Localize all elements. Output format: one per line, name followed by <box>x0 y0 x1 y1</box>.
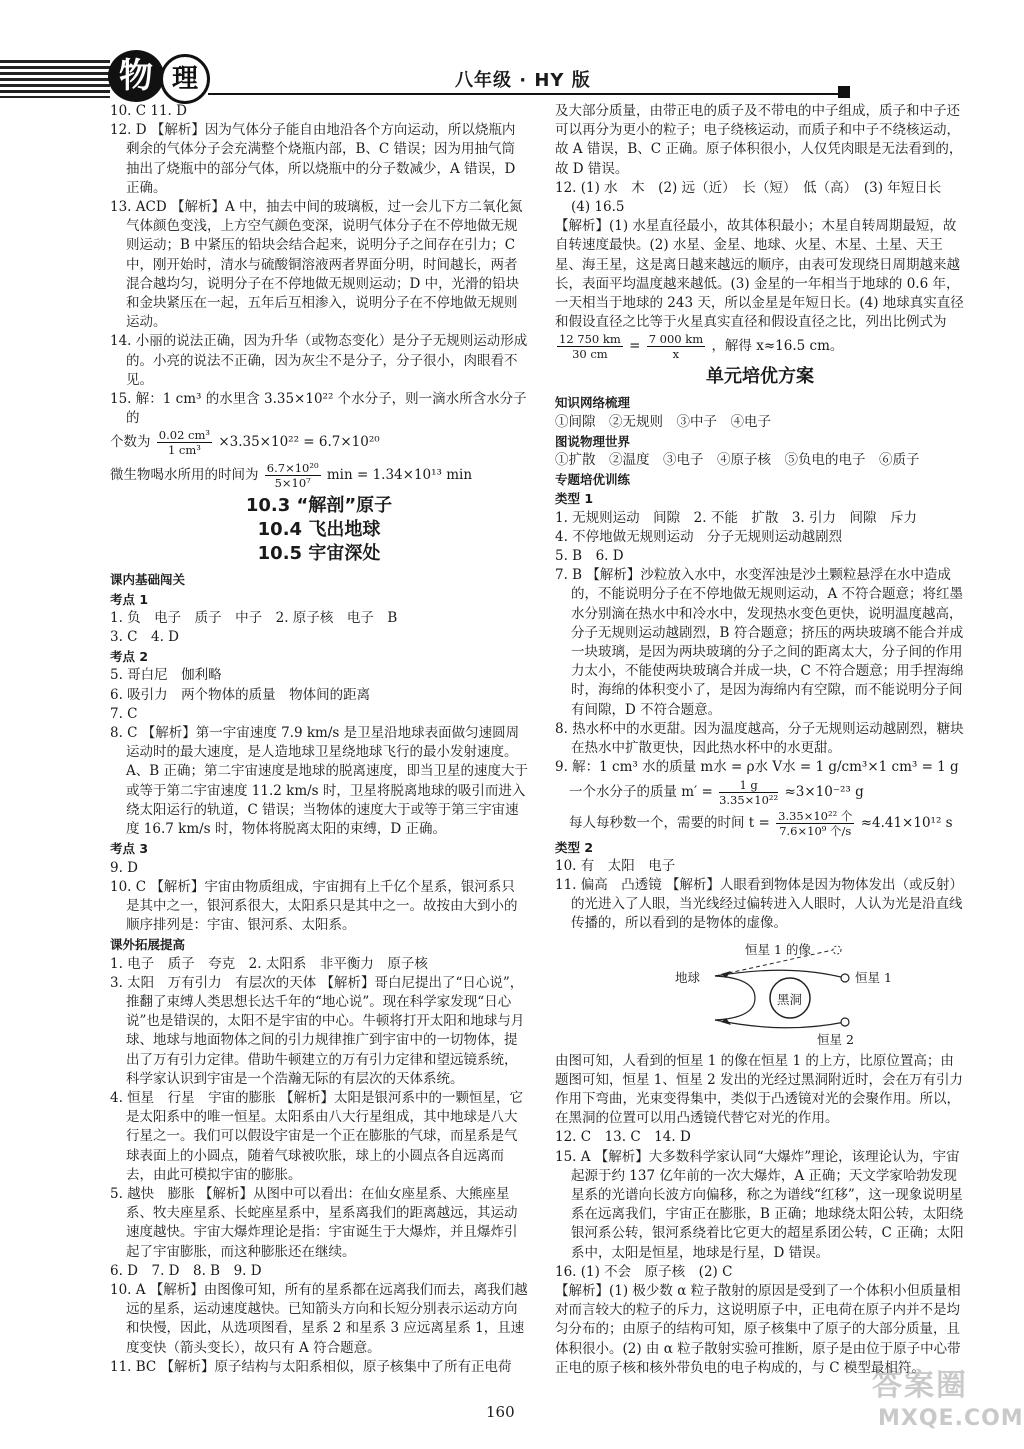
formula-line: $\frac{12 750 km}{30 cm}$ = $\frac{7 000 km}{x}$ ，解得 x≈16.5 cm。 <box>559 332 844 362</box>
watermark-logo <box>872 1360 1024 1440</box>
answer-line: 9. D <box>110 859 138 876</box>
answer-line: 13. ACD 【解析】A 中，抽去中间的玻璃板，过一会儿下方二氧化氮气体颜色变浅，上方空气颜色变深，说明气体分子在不停地做无规则运动；B 中紧压的铅块会结合起来，说明分子之间存在引力；C 中，刚开始时，清水与硫酸铜溶液两者界面分明，时间越长，两者混合越均匀，说明分子在不停地做无规则运动；D 中，光滑的铅块和金块紧压在一起，五年后互相渗入，说明分子在不停地做无规则运动。 <box>110 199 523 331</box>
formula-line <box>555 809 965 838</box>
answer-line: 8. C 【解析】第一宇宙速度 7.9 km/s 是卫星沿地球表面做匀速圆周运动时的最大速度，是人造地球卫星绕地球飞行的最小发射速度。A、B 正确；第二宇宙速度是地球的脱离速度，即当卫星的速度大于或等于第二宇宙速度 11.2 km/s 时，卫星将脱离地球的吸引而进入绕太阳运行的轨道，C 错误；当物体的速度大于或等于第三宇宙速度 16.7 km/s 时，物体将脱离太阳的束缚，D 正确。 <box>110 725 528 838</box>
subsection-heading: 课外拓展提高 <box>110 937 186 953</box>
answer-line: 6. D 7. D 8. B 9. D <box>110 1262 262 1279</box>
answer-line: 12. (1) 水 木 (2) 远（近） 长（短） 低（高） (3) 年短日长 (4) 16.5 <box>555 179 955 216</box>
answer-line: 7. B 【解析】沙粒放入水中，水变浑浊是沙土颗粒悬浮在水中造成的，不能说明分子在不停地做无规则运动，A 不符合题意；将红墨水分别滴在热水中和冷水中，发现热水变色更快，说明温度越高，分子无规则运动越剧烈，B 符合题意；挤压的两块玻璃不能合并成一块玻璃，是因为两块玻璃的分子之间的距离太大，分子间的作用力太小，不能使两块玻璃合并成一块，C 不符合题意；用手捏海绵时，海绵的体积变小了，是因为海绵内有空隙，而不能说明分子间有间隙，D 不符合题意。 <box>555 567 964 718</box>
figure-label: 恒星 1 的像 <box>745 941 811 957</box>
answer-line: 4. 恒星 行星 宇宙的膨胀 【解析】太阳是银河系中的一颗恒星，它是太阳系中的唯一恒星。太阳系由八大行星组成，其中地球是八大行星之一。我们可以假设宇宙是一个正在膨胀的气球，而星系是气球表面上的小圆点，随着气球被吹胀，球上的小圆点各自远离而去，由此可模拟宇宙的膨胀。 <box>110 1089 523 1183</box>
formula-text: 每人每秒数一个，需要的时间 t = <box>569 814 770 831</box>
section-title: 10.3 “解剖”原子 <box>245 495 393 517</box>
subject-logo: 物 <box>108 50 164 102</box>
answer-line: 【解析】(1) 水星直径最小，故其体积最小；木星自转周期最短，故自转速度最快。(2) 水星、金星、地球、火星、木星、土星、天王星、海王星，这是离日越来越远的顺序，由表可发现绕日周期越来越长，表面平均温度越来越低。(3) 金星的一年相当于地球的 0.6 年，一天相当于地球的 243 天，所以金星是年短日长。(4) 地球真实直径和假设直径之比等于火星真实直径和假设直径之比，列出比例式为 <box>555 218 964 331</box>
answer-line: 9. 解：1 cm³ 水的质量 m水 = ρ水 V水 = 1 g/cm³×1 cm³ = 1 g <box>555 759 959 776</box>
subsection-heading: 图说物理世界 <box>555 433 631 449</box>
answer-line: 3. 太阳 万有引力 有层次的天体 【解析】哥白尼提出了“日心说”，推翻了束缚人类思想长达千年的“地心说”。现在科学家发现“日心说”也是错误的，太阳不是宇宙的中心。牛顿将打开太阳和地球与月球、地球与地面物体之间的引力规律推广到宇宙中的一切物体，提出了万有引力定律。借助牛顿建立的万有引力定律和望远镜系统，科学家认识到宇宙是一个浩瀚无际的有层次的天体系统。 <box>110 974 525 1087</box>
formula-text: ，解得 x≈16.5 cm。 <box>711 338 844 355</box>
formula-text: 微生物喝水所用的时间为 <box>110 467 259 484</box>
formula-text: ≈4.41×10¹² s <box>860 814 953 831</box>
figure-label: 恒星 1 <box>855 969 892 985</box>
answer-line: 5. B 6. D <box>555 548 624 565</box>
figure-label: 黑洞 <box>777 991 803 1007</box>
answer-line: 4. 不停地做无规则运动 分子无规则运动越剧烈 <box>555 528 843 545</box>
fraction <box>647 332 705 361</box>
figure-label: 恒星 2 <box>817 1031 854 1047</box>
subsection-heading: 类型 2 <box>555 839 594 855</box>
answer-block <box>555 393 965 758</box>
fraction-numerator: 12 750 km <box>559 332 621 347</box>
subsection-heading: 专题培优训练 <box>555 472 631 488</box>
section-title: 10.5 宇宙深处 <box>257 543 381 565</box>
subsection-heading: 课内基础闯关 <box>110 572 186 588</box>
fraction-denominator: 3.35×10²² <box>719 792 779 807</box>
answer-line: 1. 负 电子 质子 中子 2. 原子核 电子 B <box>110 609 398 626</box>
answer-line: 16. (1) 不会 原子核 (2) C <box>555 1263 733 1280</box>
figure-label: 地球 <box>675 969 701 985</box>
subsection-heading: 知识网络梳理 <box>555 395 631 411</box>
fraction <box>776 809 854 838</box>
answer-line: 12. C 13. C 14. D <box>555 1129 691 1146</box>
fraction-numerator: 3.35×10²² 个 <box>778 808 853 823</box>
answer-line: 1. 电子 质子 夸克 2. 太阳系 非平衡力 原子核 <box>110 955 428 972</box>
page-header <box>0 0 1000 100</box>
formula-text: min = 1.34×10¹³ min <box>326 467 473 484</box>
fraction <box>157 428 212 457</box>
grade-label: 八年级 · HY 版 <box>455 70 591 91</box>
answer-line: 11. BC 【解析】原子结构与太阳系相似，原子核集中了所有正电荷 <box>110 1358 512 1375</box>
answer-line: 10. 有 太阳 电子 <box>555 857 676 874</box>
answer-line: 7. C <box>110 705 138 722</box>
subject-logo-second: 理 <box>160 54 210 104</box>
watermark-text: 答案圈 <box>872 1368 968 1403</box>
answer-line: 5. 越快 膨胀 【解析】从图中可以看出：在仙女座星系、大熊座星系、牧夫座星系、长蛇座星系中，星系离我们的距离越远，其运动速度越快。宇宙大爆炸理论是指：宇宙诞生于大爆炸，并且爆炸引起了宇宙膨胀，而这种膨胀还在继续。 <box>110 1185 518 1260</box>
fraction <box>557 332 623 361</box>
answer-line: 10. A 【解析】由图像可知，所有的星系都在远离我们而去，离我们越远的星系，运动速度越快。已知箭头方向和长短分别表示运动方向和快慢，因此，从选项图看，星系 2 和星系 3 应远离星系 1，且速度变快（箭头变长），故只有 A 符合题意。 <box>110 1281 528 1356</box>
formula-text: ×3.35×10²² = 6.7×10²⁰ <box>218 434 380 451</box>
fraction-denominator: x <box>672 347 680 362</box>
answer-block <box>555 102 965 332</box>
formula-text: 一个水分子的质量 m′ = <box>569 783 713 800</box>
formula-line <box>110 428 528 457</box>
section-title: 单元培优方案 <box>706 366 814 388</box>
subsection-heading: 类型 1 <box>555 491 594 507</box>
fraction-numerator: 0.02 cm³ <box>158 428 211 443</box>
watermark-text: MXQE.COM <box>878 1406 1024 1431</box>
formula-text: 个数为 <box>110 434 151 451</box>
answer-line: 10. C 11. D <box>110 103 187 119</box>
fraction-numerator: 7 000 km <box>648 332 704 347</box>
answer-line: ①扩散 ②温度 ③电子 ④原子核 ⑤负电的电子 ⑥质子 <box>555 452 920 469</box>
formula-line <box>110 461 528 490</box>
section-title: 10.4 飞出地球 <box>257 519 381 541</box>
answer-block <box>555 838 965 934</box>
fraction <box>719 778 778 807</box>
answer-line: 12. D 【解析】因为气体分子能自由地沿各个方向运动，所以烧瓶内剩余的气体分子会充满整个烧瓶内部，B、C 错误；因为用抽气筒抽出了烧瓶中的部分气体，所以烧瓶中的分子数减少，A 错误，D 正确。 <box>110 122 516 196</box>
answer-line: 3. C 4. D <box>110 629 179 646</box>
fraction <box>265 461 321 490</box>
formula-line <box>555 778 965 807</box>
answer-line: 10. C 【解析】宇宙由物质组成，宇宙拥有上千亿个星系，银河系只是其中之一，银河系很大，太阳系只是其中之一。故按由大到小的顺序排列是：宇宙、银河系、太阳系。 <box>110 878 518 934</box>
fraction-numerator: 1 g <box>719 778 778 793</box>
subsection-heading: 考点 2 <box>110 649 149 665</box>
answer-line: 15. 解：1 cm³ 的水里含 3.35×10²² 个水分子，则一滴水所含水分子的 <box>110 391 527 427</box>
header-rule <box>208 93 840 95</box>
header-stripes <box>0 60 110 98</box>
subsection-heading: 考点 1 <box>110 591 149 607</box>
answer-line: 及大部分质量，由带正电的质子及不带电的中子组成，质子和中子还可以再分为更小的粒子；电子绕核运动，而质子和中子不绕核运动，故 A 错误，B、C 正确。原子体积很小，人仅凭肉眼是无法看到的，故 D 错误。 <box>555 103 963 177</box>
answer-line: 【解析】(1) 极少数 α 粒子散射的原因是受到了一个体积小但质量相对而言较大的粒子的斥力，这说明原子中，正电荷在原子内并不是均匀分布的；由原子的结构可知，原子核集中了原子的大部分质量，且体积很小。(2) 由 α 粒子散射实验可推断，原子是由位于原子中心带正电的原子核和核外带负电的电子构成的，与 C 模型最相符。 <box>555 1282 961 1376</box>
black-hole-figure <box>555 938 965 1048</box>
right-column <box>555 102 965 1378</box>
left-column <box>110 102 528 1377</box>
header-rule-end <box>838 86 850 98</box>
fraction-denominator: 30 cm <box>572 347 608 362</box>
fraction-numerator: 6.7×10²⁰ <box>266 461 319 476</box>
answer-line: 1. 无规则运动 间隙 2. 不能 扩散 3. 引力 间隙 斥力 <box>555 509 918 526</box>
answer-line: 11. 偏高 凸透镜 【解析】人眼看到物体是因为物体发出（或反射）的光进入了人眼，当光线经过偏转进入人眼时，人认为光是沿直线传播的，所以看到的是物体的虚像。 <box>555 876 964 932</box>
subsection-heading: 考点 3 <box>110 841 149 857</box>
fraction-denominator: 1 cm³ <box>167 443 201 458</box>
answer-block <box>555 1052 965 1378</box>
answer-line: 15. A 【解析】大多数科学家认同“大爆炸”理论，该理论认为，宇宙起源于约 137 亿年前的一次大爆炸，A 正确；天文学家哈勃发现星系的光谱向长波方向偏移，称之为谱线“红移”，这一现象说明星系在远离我们，宇宙正在膨胀，B 正确；地球绕太阳公转，太阳绕银河系公转，银河系绕着比它更大的超星系团公转，C 正确；太阳系中，太阳是恒星，地球是行星，D 错误。 <box>555 1148 964 1261</box>
answer-line: 14. 小丽的说法正确，因为升华（或物态变化）是分子无规则运动形成的。小亮的说法不正确，因为灰尘不是分子，分子很小，肉眼看不见。 <box>110 333 528 388</box>
answer-line: ①间隙 ②无规则 ③中子 ④电子 <box>555 413 771 430</box>
answer-line: 5. 哥白尼 伽利略 <box>110 667 222 684</box>
fraction-denominator: 5×10⁷ <box>274 476 311 491</box>
answer-line: 8. 热水杯中的水更甜。因为温度越高，分子无规则运动越剧烈，糖块在热水中扩散更快，因此热水杯中的水更甜。 <box>555 720 964 757</box>
page-number: 160 <box>486 1403 515 1421</box>
fraction-denominator: 7.6×10⁹ 个/s <box>779 823 852 838</box>
answer-block <box>110 570 528 1377</box>
formula-text: ≈3×10⁻²³ g <box>784 783 864 800</box>
answer-line: 6. 吸引力 两个物体的质量 物体间的距离 <box>110 686 371 703</box>
answer-line: 由图可知，人看到的恒星 1 的像在恒星 1 的上方，比原位置高；由题图可知，恒星 1、恒星 2 发出的光经过黑洞附近时，会在万有引力作用下弯曲，光束变得集中，类似于凸透镜对光的会聚作用。所以，在黑洞的位置可以用凸透镜代替它对光的作用。 <box>555 1052 964 1127</box>
